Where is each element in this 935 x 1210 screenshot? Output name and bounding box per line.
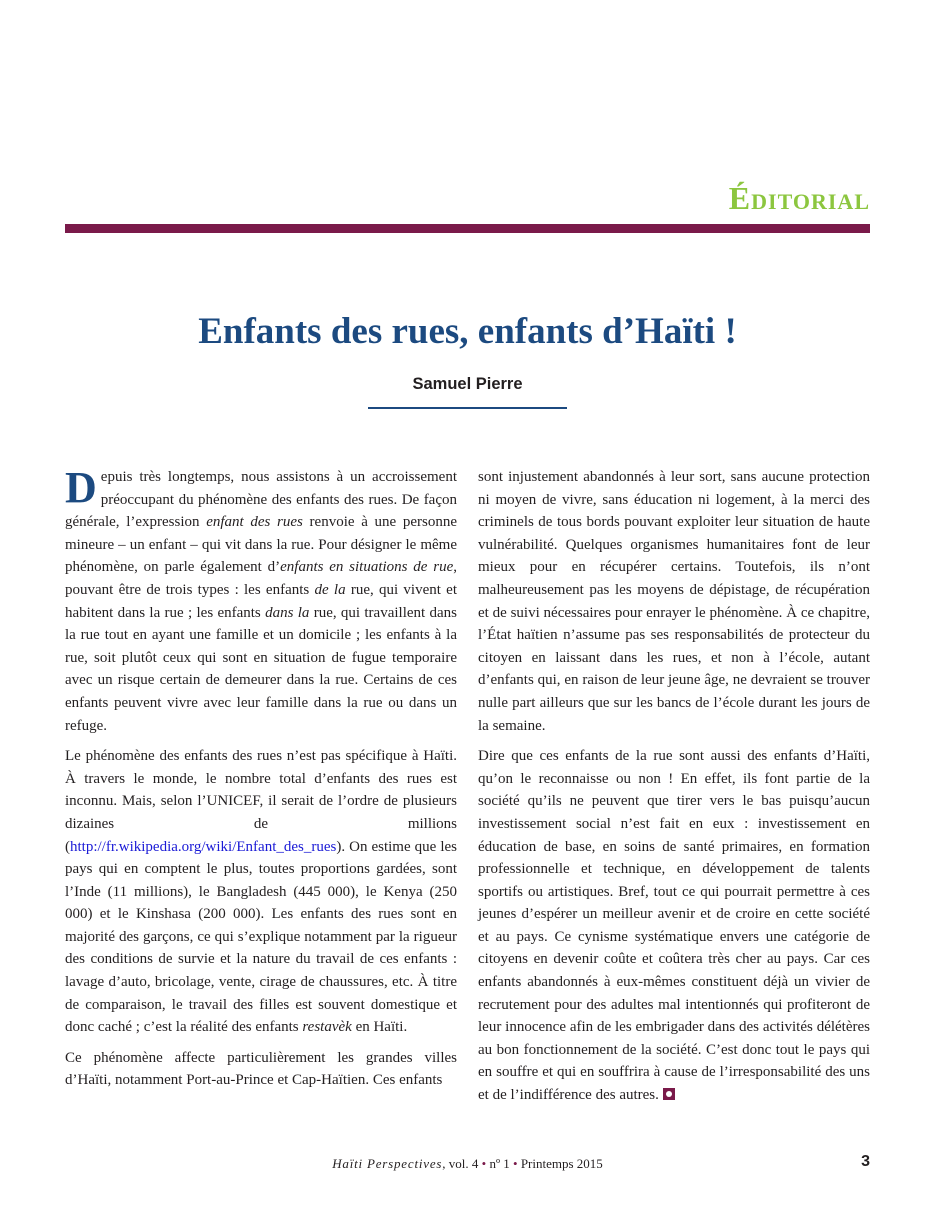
paragraph-4: sont injustement abandonnés à leur sort, sans aucune protection ni moyen de vivre, sans éducation ni logement, à la merci des criminels de tous bords pouvant exploiter leur situation de haute vulnérabilité. Quelques organismes humanitaires font de leur mieux pour en récupérer certains. Toutefois, ils n’ont malheureusement pas les moyens de dépistage, de récupération et de suivi nécessaires pour enrayer le phénomène. À ce chapitre, l’État haïtien n’assume pas ses responsabilités de protecteur du citoyen en laissant dans les rues, et non à l’école, autant d’enfants qui, en raison de leur jeune âge, ne devraient se trouver nulle part ailleurs que sur les bancs de l’école durant les jours de la semaine. [478,469,870,734]
author-divider [368,407,567,409]
separator-dot: • [509,1156,521,1171]
column-left [65,463,458,1100]
end-of-article-icon [663,1088,675,1100]
text-run: epuis très longtemps, nous assistons à un accroissement préoccupant du phénomène des enfants des rues. De façon générale, l’expression [65,469,457,531]
paragraph-2 [65,745,457,1039]
text-run: ). On estime que les pays qui en comptent le plus, toutes proportions gardées, sont l’Inde (11 millions), le Bangladesh (445 000), le Kenya (250 000) et le Kinshasa (200 000). Les enfants des rues sont en majorité des garçons, ce qui s’explique notamment par la rigueur des conditions de survie et la nature du travail de ces enfants : lavage d’auto, bricolage, vente, cirage de chaussures, etc. À titre de comparaison, le travail des filles est souvent domestique et donc caché ; c’est la réalité des enfants [65,838,457,1036]
text-run: renvoie à une personne mineure – un enfant – qui vit dans la rue. Pour désigner le même phénomène, on parle également d’ [65,514,457,576]
article-author: Samuel Pierre [412,375,523,393]
separator-dot: • [478,1156,490,1171]
emphasis: enfants en situations de rue [280,559,454,576]
text-run: en Haïti. [351,1019,408,1036]
journal-season: Printemps 2015 [520,1156,603,1171]
footer-citation [65,1155,870,1173]
text-run: Dire que ces enfants de la rue sont aussi des enfants d’Haïti, qu’on le reconnaisse ou non ! En effet, ils font partie de la société qu’ils ne peuvent que tirer vers le bas puisqu’aucun investissement social n’est fait en eux : investissement en éducation de base, en soins de santé primaires, en formation professionnelle et technique, en développement de talents sportifs ou artistiques. Bref, tout ce qui pourrait permettre à ces jeunes d’espérer un meilleur avenir et de croire en cette société et au pays. Ce cynisme systématique envers une catégorie de citoyens en devenir coûte et coûtera très cher au pays. Car ces enfants abandonnés à eux-mêmes constituent déjà un vivier de recrutement pour des adultes mal intentionnés qui profiteront de leur innocence afin de les embrigader dans des activités délétères au bon fonctionnement de la société. C’est donc tout le pays qui en souffre et qui en souffrira à cause de l’irresponsabilité des uns et de l’indifférence des autres. [478,748,870,1104]
journal-issue: nº 1 [489,1156,510,1171]
text-run: , pouvant être de trois types : les enfants [65,559,457,598]
paragraph-5 [478,745,870,1107]
journal-volume: , vol. 4 [442,1156,479,1171]
emphasis: restavèk [302,1019,352,1036]
paragraph-1 [65,463,458,737]
emphasis: dans la [265,604,310,621]
journal-name: Haïti Perspectives [332,1156,443,1171]
emphasis: de la [314,581,346,598]
article-title: Enfants des rues, enfants d’Haïti ! [198,311,737,352]
section-heading: Éditorial [728,180,870,216]
paragraph-3: Ce phénomène affecte particulièrement les grandes villes d’Haïti, notamment Port-au-Prince et Cap-Haïtien. Ces enfants [65,1049,457,1089]
wikipedia-link[interactable]: http://fr.wikipedia.org/wiki/Enfant_des_rues [70,838,337,855]
text-run: rue, qui vivent et habitent dans la rue ; les enfants [65,581,458,621]
drop-cap: D [65,463,97,512]
page-number: 3 [861,1153,870,1170]
column-right [478,466,870,1115]
emphasis: enfant des rues [206,514,303,531]
text-run: rue, qui travaillent dans la rue tout en ayant une famille et un domicile ; les enfants à la rue, soit plutôt ceux qui sont en situation de fugue temporaire avec un risque certain de demeurer dans la rue. Certains de ces enfants peuvent vivre avec leur famille dans la rue ou dans un refuge. [65,604,458,734]
text-run: Le phénomène des enfants des rues n’est pas spécifique à Haïti. À travers le monde, le nombre total d’enfants des rues est inconnu. Mais, selon l’UNICEF, il serait de l’ordre de plusieurs dizaines de millions ( [65,748,457,855]
section-divider [65,224,870,233]
